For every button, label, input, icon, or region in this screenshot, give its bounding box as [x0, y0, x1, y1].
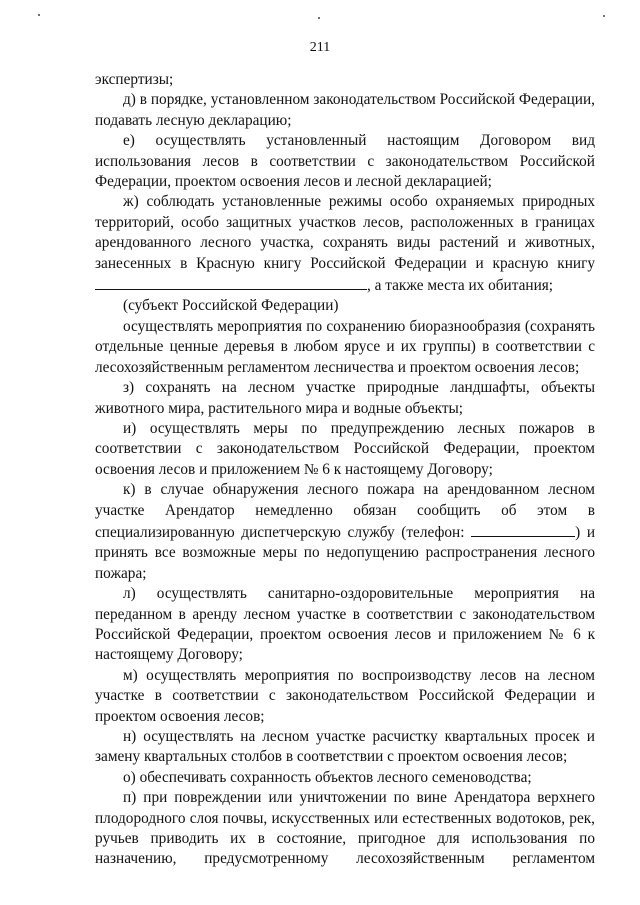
scan-speck: [38, 14, 40, 16]
paragraph-o: о) обеспечивать сохранность объектов лесного семеноводства;: [123, 768, 532, 786]
scan-speck: [318, 17, 320, 19]
paragraph-l: л) осуществлять санитарно-оздоровительные мероприятия на переданном в аренду лесном участке в соответствии с законодательством Российской Федерации, проектом освоения лесов и приложением № 6 к настоящему Договору;: [95, 585, 595, 664]
paragraph-m: м) осуществлять мероприятия по воспроизводству лесов на лесном участке в соответствии с законодательством Российской Федерации и проектом освоения лесов;: [95, 666, 595, 725]
red-book-region-blank: [95, 274, 367, 290]
paragraph-zh-text: ж) соблюдать установленные режимы особо охраняемых природных территорий, особо защитных участков лесов, расположенных в границах арендованного лесного участка, сохранять виды растений и животных, занесенных в Красную книгу Российской Федерации и красную книгу: [95, 193, 595, 272]
paragraph-k-text: к) в случае обнаружения лесного пожара на арендованном лесном участке Арендатор немедленно обязан сообщить об этом в специализированную диспетчерскую службу (телефон:: [95, 481, 595, 541]
paragraph-e: е) осуществлять установленный настоящим Договором вид использования лесов в соответствии с законодательством Российской Федерации, проектом освоения лесов и лесной декларацией;: [95, 132, 595, 191]
paragraph-k: [95, 480, 595, 584]
paragraph-n: н) осуществлять на лесном участке расчистку квартальных просек и замену квартальных столбов в соответствии с проектом освоения лесов;: [95, 728, 595, 766]
page-number: 211: [309, 40, 331, 55]
paragraph-p: п) при повреждении или уничтожении по вине Арендатора верхнего плодородного слоя почвы, искусственных или естественных водотоков, рек, ручьев приводить их в состояние, пригодное для использования по назначению, предусмотренному лесохозяйственным регламентом: [95, 789, 595, 868]
paragraph-d: д) в порядке, установленном законодательством Российской Федерации, подавать лесную декларацию;: [95, 91, 595, 129]
scan-speck: [603, 15, 605, 17]
document-body: [95, 70, 595, 870]
paragraph-i: и) осуществлять меры по предупреждению лесных пожаров в соответствии с законодательством Российской Федерации, проектом освоения лесов и приложением № 6 к настоящему Договору;: [95, 419, 595, 478]
paragraph-intro: экспертизы;: [95, 71, 174, 88]
paragraph-z: з) сохранять на лесном участке природные ландшафты, объекты животного мира, растительного мира и водные объекты;: [95, 379, 595, 417]
phone-blank: [471, 521, 575, 537]
paragraph-zh: [95, 192, 595, 296]
paragraph-zh-cont: осуществлять мероприятия по сохранению биоразнообразия (сохранять отдельные ценные деревья в любом ярусе и их группы) в соответствии с лесохозяйственным регламентом лесничества и проектом освоения лесов;: [95, 317, 595, 376]
paragraph-zh-note: (субъект Российской Федерации): [123, 297, 339, 315]
paragraph-k-end: ) и принять все возможные меры по недопущению распространения лесного пожара;: [95, 523, 596, 582]
paragraph-zh-end: , а также места их обитания;: [367, 277, 554, 295]
